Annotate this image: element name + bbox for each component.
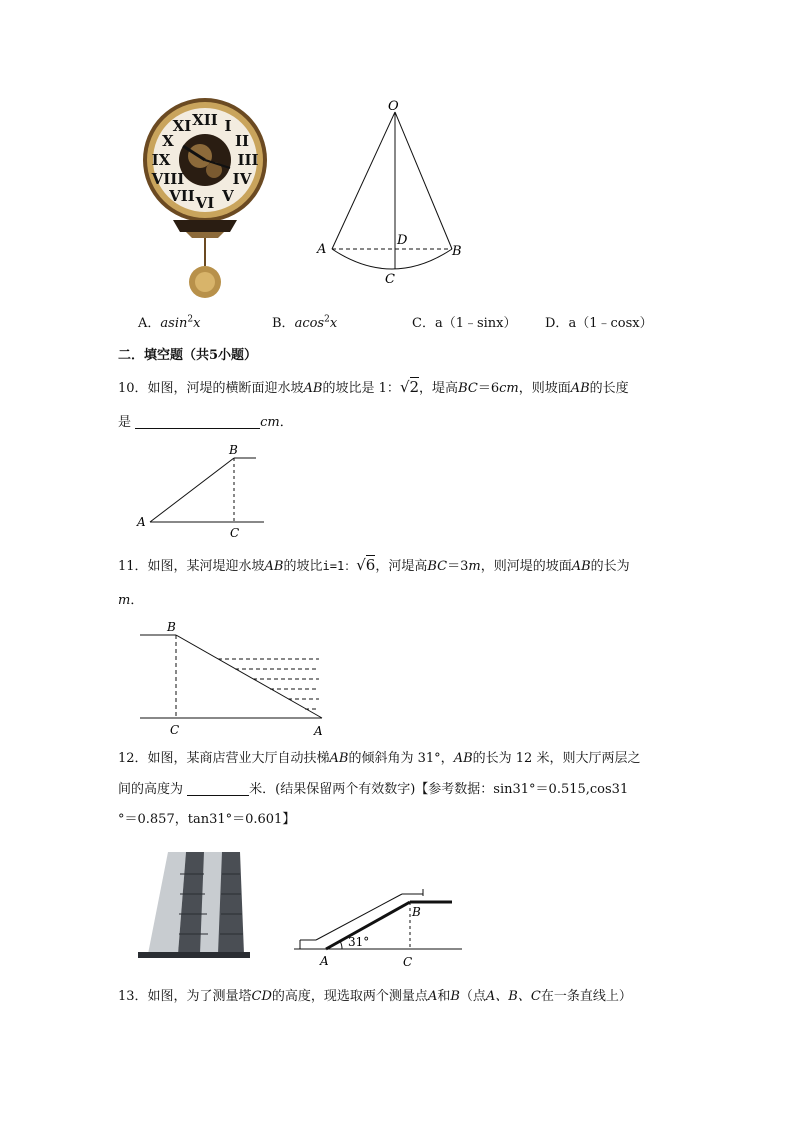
q12-label-b: B [412, 905, 421, 919]
svg-text:XII: XII [192, 111, 218, 129]
option-a-prefix: A． [138, 316, 161, 331]
option-a[interactable] [138, 312, 200, 331]
option-a-text: asin [160, 316, 188, 331]
q11-label-b: B [167, 620, 176, 634]
q10-label-b: B [229, 443, 238, 457]
q10-answer-blank[interactable] [135, 416, 260, 429]
option-b-sup: 2 [324, 314, 330, 325]
q10-slope-figure [134, 440, 274, 540]
option-c-prefix: C． [412, 316, 435, 331]
pendulum-clock-image [138, 98, 273, 303]
option-b-text: acos [294, 316, 325, 331]
q12-label-angle: 31° [348, 935, 370, 949]
svg-text:I: I [224, 117, 232, 135]
svg-text:III: III [237, 151, 259, 169]
option-a-sup: 2 [187, 314, 194, 325]
option-d[interactable] [545, 312, 653, 331]
svg-text:XI: XI [172, 117, 192, 135]
svg-text:V: V [222, 187, 234, 205]
q12-line2: 间的高度为 米．(结果保留两个有效数字)【参考数据：sin31°＝0.515,cos31 [118, 782, 629, 797]
pendulum-geometry-figure [312, 96, 472, 291]
q12-line1: 12．如图，某商店营业大厅自动扶梯AB的倾斜角为 31°，AB的长为 12 米，则大厅两层之 [118, 751, 641, 766]
label-c: C [385, 272, 395, 287]
label-a: A [317, 242, 327, 257]
q10-line1: 10．如图，河堤的横断面迎水坡AB的坡比是 1：√2，堤高BC＝6cm，则坡面AB的长度 [118, 378, 629, 396]
label-o: O [388, 99, 399, 114]
svg-text:IV: IV [232, 170, 252, 188]
q12-label-c: C [403, 955, 413, 969]
q11-label-a: A [314, 724, 323, 738]
option-c-text: a（1﹣sinx） [434, 316, 517, 331]
escalator-photo [138, 844, 250, 960]
svg-text:IX: IX [151, 151, 171, 169]
q12-line3: °＝0.857，tan31°＝0.601】 [118, 812, 296, 827]
option-c[interactable] [412, 312, 517, 331]
svg-text:X: X [162, 132, 174, 150]
svg-text:VI: VI [195, 194, 215, 212]
q10-line2: 是 cm． [118, 415, 293, 430]
label-d: D [397, 233, 408, 248]
q10-label-c: C [230, 526, 240, 540]
svg-text:VII: VII [169, 187, 195, 205]
q11-riverbank-figure [134, 618, 334, 740]
q13-line1: 13．如图，为了测量塔CD的高度，现选取两个测量点A和B（点A、B、C在一条直线上） [118, 989, 632, 1004]
option-b[interactable] [272, 312, 337, 331]
escalator-diagram [290, 882, 466, 970]
q11-line2: m． [118, 593, 144, 608]
option-d-prefix: D． [545, 316, 569, 331]
option-a-var: x [193, 316, 201, 331]
label-b: B [452, 244, 462, 259]
q11-line1: 11．如图，某河堤迎水坡AB的坡比i=1：√6，河堤高BC＝3m，则河堤的坡面AB的长为 [118, 556, 630, 574]
q11-label-c: C [170, 723, 180, 737]
q10-label-a: A [137, 515, 146, 529]
svg-text:VIII: VIII [151, 170, 185, 188]
q12-label-a: A [320, 954, 329, 968]
q12-answer-blank[interactable] [187, 783, 249, 796]
option-d-text: a（1﹣cosx） [568, 316, 653, 331]
option-b-prefix: B． [272, 316, 295, 331]
svg-text:II: II [234, 132, 250, 150]
section-title: 二．填空题（共5小题） [118, 348, 258, 363]
option-b-var: x [329, 316, 338, 331]
